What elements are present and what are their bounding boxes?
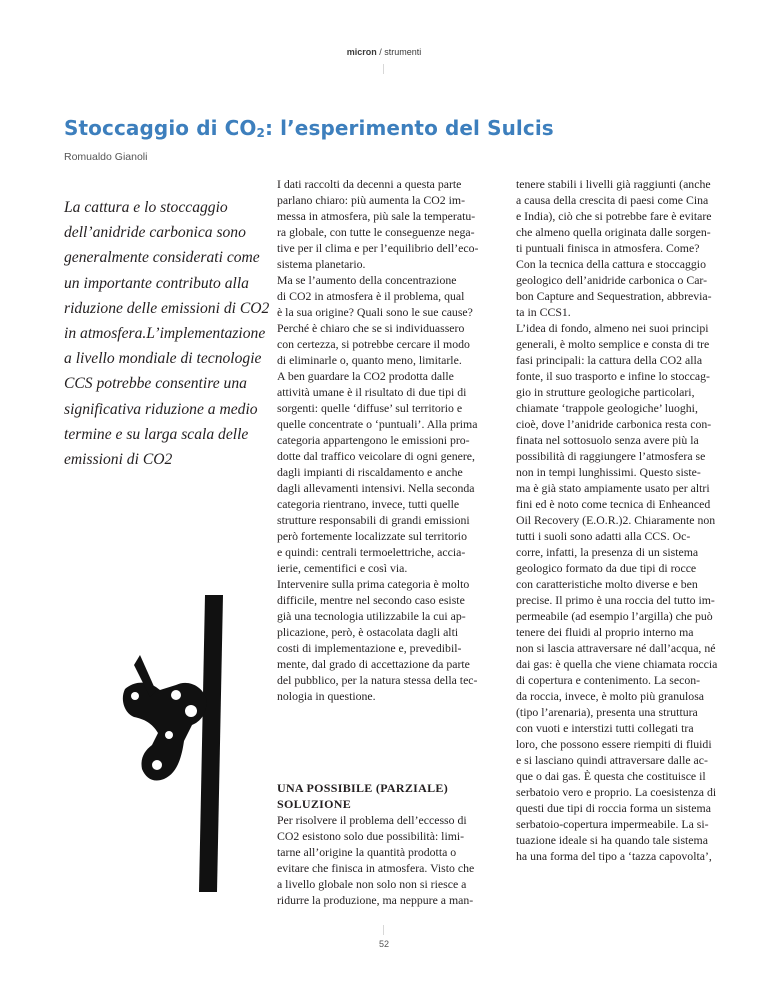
running-header (0, 47, 768, 57)
article-title (64, 116, 554, 140)
text-line: serbatoio-copertura impermeabile. La si- (516, 817, 709, 831)
text-line: sorgenti: quelle ‘diffuse’ sul territorio e (277, 401, 463, 415)
text-line: que o dai gas. È questa che costituisce il (516, 769, 706, 783)
footer-divider (383, 925, 384, 935)
text-line: a livello globale non solo non si riesce a (277, 877, 467, 891)
abstract (64, 195, 269, 472)
subheading-line: UNA POSSIBILE (PARZIALE) (277, 781, 449, 795)
text-line: non si lascia attraversare né dall’acqua, né (516, 641, 716, 655)
text-line: con caratteristiche molto diverse e ben (516, 577, 698, 591)
text-line: evitare che finisca in atmosfera. Visto che (277, 861, 475, 875)
text-line: cioè, dove l’anidride carbonica resta con- (516, 417, 712, 431)
text-line: bon Capture and Sequestration, abbrevia- (516, 289, 712, 303)
header-brand: micron (346, 47, 377, 57)
text-line: del pubblico, per la natura stessa della tec- (277, 673, 478, 687)
text-line: di copertura e contenimento. La secon- (516, 673, 701, 687)
text-line: da roccia, invece, è molto più granulosa (516, 689, 705, 703)
text-line: tarne all’origine la quantità prodotta o (277, 845, 457, 859)
text-line: mente, dal grado di accettazione da parte (277, 657, 470, 671)
abstract-line: emissioni di CO2 (64, 451, 173, 469)
text-line: nologia in questione. (277, 689, 376, 703)
text-line: quelle concentrate o ‘puntuali’. Alla prima (277, 417, 478, 431)
text-line: difficile, mentre nel secondo caso esiste (277, 593, 465, 607)
text-line: dagli allevamenti intensivi. Nella seconda (277, 481, 475, 495)
text-line: messa in atmosfera, più sale la temperatu- (277, 209, 476, 223)
text-line: categoria rientrano, invece, tutti quelle (277, 497, 460, 511)
text-line: e India), ciò che si potrebbe fare è evitare (516, 209, 712, 223)
text-line: chiamate ‘trappole geologiche’ luoghi, (516, 401, 698, 415)
text-line: costi di implementazione e, prevedibil- (277, 641, 462, 655)
text-line: gio in strutture geologiche particolari, (516, 385, 695, 399)
abstract-line: in atmosfera.L’implementazione (64, 325, 266, 343)
page-number: 52 (378, 939, 389, 949)
title-subscript: 2 (256, 126, 265, 140)
text-line: e quindi: centrali termoelettriche, accia- (277, 545, 466, 559)
text-line: dagli impianti di riscaldamento e anche (277, 465, 463, 479)
vertical-bar (199, 595, 223, 892)
text-line: CO2 esistono solo due possibilità: limi- (277, 829, 465, 843)
column-1-text (277, 176, 493, 704)
text-line: parlano chiaro: più aumenta la CO2 im- (277, 193, 466, 207)
text-line: loro, che possono essere riempiti di fluidi (516, 737, 712, 751)
text-line: sistema planetario. (277, 257, 366, 271)
text-line: categoria appartengono le emissioni pro- (277, 433, 470, 447)
title-suffix: : l’esperimento del Sulcis (264, 116, 554, 140)
text-line: A ben guardare la CO2 prodotta dalle (277, 369, 454, 383)
header-section: / strumenti (376, 47, 422, 57)
text-line: dotte dal traffico veicolare di ogni genere, (277, 449, 475, 463)
text-line: che almeno quella originata dalle sorgen- (516, 225, 711, 239)
text-line: dai gas: è quella che viene chiamata roccia (516, 657, 718, 671)
text-line: generali, è molto semplice e consta di tre (516, 337, 710, 351)
text-line: possibilità di raggiungere l’atmosfera se (516, 449, 706, 463)
text-line: attività umane è il risultato di due tipi di (277, 385, 467, 399)
section-subheading (277, 780, 493, 812)
text-line: strutture responsabili di grandi emissioni (277, 513, 470, 527)
text-line: è la sua origine? Quali sono le sue cause? (277, 305, 473, 319)
abstract-line: significativa riduzione a medio (64, 400, 258, 418)
text-line: però fortemente localizzate sul territorio (277, 529, 467, 543)
text-line: tuazione ideale si ha quando tale sistema (516, 833, 708, 847)
text-line: fini ed è noto come tecnica di Enheanced (516, 497, 711, 511)
column-1-text-continued (277, 812, 493, 908)
text-line: I dati raccolti da decenni a questa parte (277, 177, 462, 191)
text-line: L’idea di fondo, almeno nei suoi principi (516, 321, 709, 335)
text-line: Per risolvere il problema dell’eccesso di (277, 813, 467, 827)
text-line: ha una forma del tipo a ‘tazza capovolta’, (516, 849, 712, 863)
chain-decoration (120, 595, 240, 895)
text-line: tutti i suoli sono adatti alla CCS. Oc- (516, 529, 691, 543)
abstract-line: termine e su larga scala delle (64, 425, 249, 443)
text-line: questi due tipi di roccia forma un sistema (516, 801, 711, 815)
text-line: ti puntuali finisca in atmosfera. Come? (516, 241, 700, 255)
text-line: ierie, cementifici e così via. (277, 561, 408, 575)
header-divider (383, 64, 384, 74)
text-line: Con la tecnica della cattura e stoccaggio (516, 257, 706, 271)
text-line: corre, infatti, la presenza di un sistema (516, 545, 699, 559)
text-line: di CO2 in atmosfera è il problema, qual (277, 289, 465, 303)
abstract-line: generalmente considerati come (64, 249, 260, 267)
text-line: a causa della crescita di paesi come Cina (516, 193, 709, 207)
text-line: e si lasciano quindi attraversare dalle ac- (516, 753, 708, 767)
text-line: tenere dei fluidi al proprio interno ma (516, 625, 694, 639)
text-line: permeabile (ad esempio l’argilla) che può (516, 609, 713, 623)
author-name: Romualdo Gianoli (64, 151, 148, 163)
abstract-line: CCS potrebbe consentire una (64, 375, 247, 393)
subheading-line: SOLUZIONE (277, 797, 352, 811)
body-column-2 (516, 176, 732, 864)
text-line: tenere stabili i livelli già raggiunti (anche (516, 177, 711, 191)
text-line: ra globale, con tutte le conseguenze nega- (277, 225, 475, 239)
abstract-line: riduzione delle emissioni di CO2 (64, 299, 270, 317)
text-line: ta in CCS1. (516, 305, 571, 319)
text-line: con vuoti e interstizi tutti collegati tra (516, 721, 694, 735)
text-line: ridurre la produzione, ma neppure a man- (277, 893, 474, 907)
text-line: Perché è chiaro che se si individuassero (277, 321, 465, 335)
text-line: (tipo l’arenaria), presenta una struttura (516, 705, 698, 719)
text-line: plicazione, però, è ostacolata dagli alti (277, 625, 459, 639)
text-line: con certezza, si potrebbe cercare il modo (277, 337, 470, 351)
text-line: finata nel sottosuolo senza avere più la (516, 433, 699, 447)
text-line: serbatoio vero e proprio. La coesistenza di (516, 785, 717, 799)
text-line: Intervenire sulla prima categoria è molto (277, 577, 470, 591)
text-line: Ma se l’aumento della concentrazione (277, 273, 457, 287)
abstract-line: un importante contributo alla (64, 274, 249, 292)
body-column-1 (277, 176, 493, 908)
title-prefix: Stoccaggio di CO (64, 116, 257, 140)
abstract-line: a livello mondiale di tecnologie (64, 350, 262, 368)
text-line: fonte, il suo trasporto e infine lo stoccag- (516, 369, 710, 383)
text-line: di eliminarle o, quanto meno, limitarle. (277, 353, 462, 367)
text-line: precise. Il primo è una roccia del tutto im- (516, 593, 715, 607)
text-line: geologico dell’anidride carbonica o Car- (516, 273, 708, 287)
text-line: ma è già stato ampiamente usato per altri (516, 481, 710, 495)
text-line: tive per il clima e per l’equilibrio dell’eco- (277, 241, 479, 255)
text-line: già una tecnologia utilizzabile la cui ap- (277, 609, 466, 623)
text-line: non in tempi lunghissimi. Questo siste- (516, 465, 701, 479)
text-line: fasi principali: la cattura della CO2 alla (516, 353, 703, 367)
text-line: Oil Recovery (E.O.R.)2. Chiaramente non (516, 513, 716, 527)
abstract-line: La cattura e lo stoccaggio (64, 199, 228, 216)
text-line: geologico formato da due tipi di rocce (516, 561, 697, 575)
abstract-line: dell’anidride carbonica sono (64, 224, 246, 242)
